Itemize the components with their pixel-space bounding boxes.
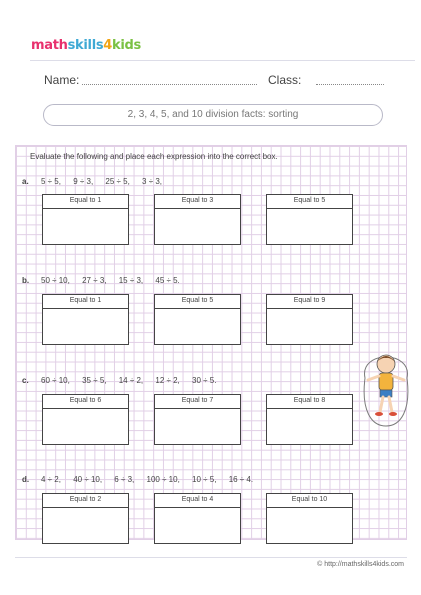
answer-box[interactable] bbox=[42, 493, 129, 544]
answer-box-heading: Equal to 4 bbox=[155, 494, 240, 508]
answer-box[interactable] bbox=[266, 394, 353, 445]
expression: 27 ÷ 3, bbox=[82, 276, 107, 285]
answer-box-heading: Equal to 1 bbox=[43, 195, 128, 209]
worksheet-title: 2, 3, 4, 5, and 10 division facts: sorting bbox=[43, 104, 383, 126]
expression: 45 ÷ 5. bbox=[155, 276, 180, 285]
class-field[interactable] bbox=[316, 84, 384, 85]
name-field[interactable] bbox=[82, 84, 257, 85]
kid-shoe bbox=[375, 412, 383, 416]
expression: 40 ÷ 10, bbox=[73, 475, 103, 484]
answer-box-heading: Equal to 8 bbox=[267, 395, 352, 409]
answer-box[interactable] bbox=[42, 294, 129, 345]
expression: 35 ÷ 5, bbox=[82, 376, 107, 385]
answer-box-heading: Equal to 1 bbox=[43, 295, 128, 309]
answer-box-heading: Equal to 10 bbox=[267, 494, 352, 508]
section-letter: b. bbox=[22, 276, 30, 285]
answer-box-heading: Equal to 3 bbox=[155, 195, 240, 209]
header-divider bbox=[30, 60, 415, 61]
expression: 25 ÷ 5, bbox=[105, 177, 130, 186]
expression: 14 ÷ 2, bbox=[118, 376, 144, 385]
answer-box[interactable] bbox=[154, 394, 241, 445]
expression: 12 ÷ 2, bbox=[155, 376, 180, 385]
copyright-text: © http://mathskills4kids.com bbox=[317, 561, 404, 568]
expression: 10 ÷ 5, bbox=[192, 475, 217, 484]
answer-box-heading: Equal to 9 bbox=[267, 295, 352, 309]
instruction-text: Evaluate the following and place each expression into the correct box. bbox=[30, 152, 278, 161]
expression-row bbox=[41, 376, 226, 385]
expression: 4 ÷ 2, bbox=[41, 475, 61, 484]
expression: 60 ÷ 10, bbox=[41, 376, 70, 385]
answer-box[interactable] bbox=[154, 294, 241, 345]
answer-box-heading: Equal to 5 bbox=[155, 295, 240, 309]
expression: 15 ÷ 3, bbox=[118, 276, 144, 285]
expression: 100 ÷ 10, bbox=[146, 475, 180, 484]
kid-legs bbox=[380, 397, 392, 412]
answer-box-heading: Equal to 6 bbox=[43, 395, 128, 409]
answer-box[interactable] bbox=[42, 394, 129, 445]
answer-box-heading: Equal to 5 bbox=[267, 195, 352, 209]
answer-box[interactable] bbox=[42, 194, 129, 245]
name-label: Name: bbox=[44, 73, 80, 87]
expression-row bbox=[41, 276, 190, 285]
footer-divider bbox=[15, 557, 407, 558]
expression-row bbox=[41, 475, 263, 484]
answer-box-heading: Equal to 7 bbox=[155, 395, 240, 409]
section-letter: c. bbox=[22, 376, 29, 385]
kid-shirt bbox=[379, 373, 393, 390]
answer-box[interactable] bbox=[266, 493, 353, 544]
section-letter: d. bbox=[22, 475, 30, 484]
expression: 16 ÷ 4. bbox=[228, 475, 254, 484]
answer-box[interactable] bbox=[154, 194, 241, 245]
answer-box-heading: Equal to 2 bbox=[43, 494, 128, 508]
kid-shorts bbox=[380, 390, 392, 397]
expression: 5 ÷ 5, bbox=[41, 177, 61, 186]
expression: 30 ÷ 5. bbox=[192, 376, 217, 385]
answer-box[interactable] bbox=[266, 194, 353, 245]
class-label: Class: bbox=[268, 73, 302, 87]
expression: 6 ÷ 3, bbox=[114, 475, 135, 484]
answer-box[interactable] bbox=[154, 493, 241, 544]
expression: 9 ÷ 3, bbox=[73, 177, 94, 186]
jump-rope-kid-illustration bbox=[359, 340, 413, 430]
brand-logo: mathskills4kids bbox=[31, 38, 141, 53]
expression: 3 ÷ 3, bbox=[142, 177, 163, 186]
expression: 50 ÷ 10, bbox=[41, 276, 70, 285]
expression-row bbox=[41, 177, 172, 186]
kid-shoe bbox=[389, 412, 397, 416]
answer-box[interactable] bbox=[266, 294, 353, 345]
section-letter: a. bbox=[22, 177, 29, 186]
